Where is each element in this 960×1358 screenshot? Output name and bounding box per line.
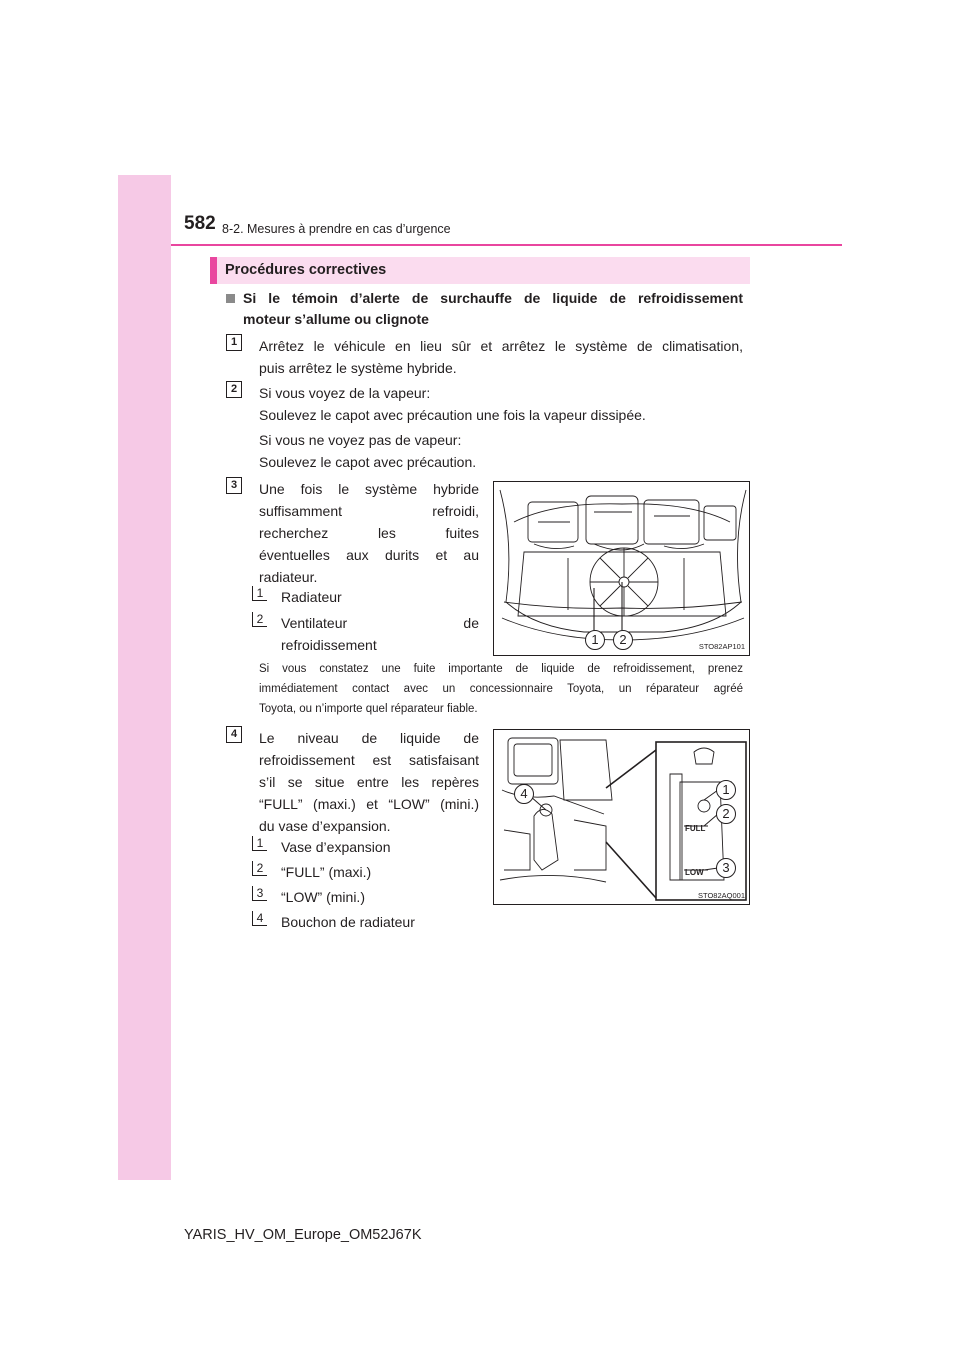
footer-document-code: YARIS_HV_OM_Europe_OM52J67K: [184, 1227, 422, 1243]
reservoir-low-mark: LOW: [685, 868, 704, 877]
section-heading-label: Procédures correctives: [225, 262, 387, 278]
item-label-reservoir: Vase d’expansion: [281, 839, 391, 855]
step-2-line: Si vous voyez de la vapeur:: [259, 385, 431, 401]
figure-coolant-reservoir: [493, 729, 750, 905]
step-2-line: Soulevez le capot avec précaution.: [259, 454, 477, 470]
bullet-square-icon: [226, 294, 235, 303]
step-4-line: “FULL” (maxi.) et “LOW” (mini.): [259, 796, 479, 812]
step-badge-2: 2: [226, 381, 242, 398]
breadcrumb: 8-2. Mesures à prendre en cas d’urgence: [222, 222, 451, 236]
item-number-badge: 2: [252, 612, 267, 627]
item-label-low: “LOW” (mini.): [281, 889, 365, 905]
figure-code: STO82AQ001: [698, 891, 745, 900]
item-number-badge: 4: [252, 911, 267, 926]
figure-callout-1: 1: [716, 780, 736, 800]
figure-callout-2: 2: [716, 804, 736, 824]
item-label-radiator: Radiateur: [281, 589, 342, 605]
header-divider: [171, 244, 842, 246]
step-4-line: Le niveau de liquide de: [259, 730, 479, 746]
page-number: 582: [184, 213, 216, 234]
reservoir-illustration: [494, 730, 750, 905]
item-label-cap: Bouchon de radiateur: [281, 914, 415, 930]
note-line: Toyota, ou n’importe quel réparateur fiable.: [259, 703, 478, 715]
step-3-line: suffisamment refroidi,: [259, 503, 479, 519]
item-number-badge: 1: [252, 586, 267, 601]
item-label-fan: Ventilateur de: [281, 615, 479, 631]
reservoir-full-mark: FULL: [685, 824, 706, 833]
section-heading: [210, 257, 750, 284]
item-number-badge: 2: [252, 861, 267, 876]
step-3-line: Une fois le système hybride: [259, 481, 479, 497]
bullet-title-line: moteur s’allume ou clignote: [243, 311, 429, 327]
step-4-line: s’il se situe entre les repères: [259, 774, 479, 790]
figure-callout-3: 3: [716, 858, 736, 878]
note-line: immédiatement contact avec un concessionnaire Toyota, un réparateur agréé: [259, 683, 743, 695]
step-1-line: puis arrêtez le système hybride.: [259, 360, 457, 376]
step-4-line: du vase d’expansion.: [259, 818, 391, 834]
bullet-title-line: Si le témoin d’alerte de surchauffe de liquide de refroidissement: [243, 290, 743, 306]
step-3-line: recherchez les fuites: [259, 525, 479, 541]
item-label-fan: refroidissement: [281, 637, 377, 653]
figure-code: STO82AP101: [698, 642, 745, 651]
figure-callout-2: 2: [613, 630, 633, 650]
step-4-line: refroidissement est satisfaisant: [259, 752, 479, 768]
item-number-badge: 3: [252, 886, 267, 901]
step-1-line: Arrêtez le véhicule en lieu sûr et arrêtez le système de climatisation,: [259, 338, 743, 354]
item-number-badge: 1: [252, 836, 267, 851]
section-heading-accent: [210, 257, 217, 284]
note-line: Si vous constatez une fuite importante de liquide de refroidissement, prenez: [259, 663, 743, 675]
step-2-line: Si vous ne voyez pas de vapeur:: [259, 432, 462, 448]
step-badge-1: 1: [226, 334, 242, 351]
step-3-line: radiateur.: [259, 569, 318, 585]
step-badge-4: 4: [226, 726, 242, 743]
figure-engine-bay: [493, 481, 750, 656]
side-thumb-band: [118, 175, 171, 1180]
figure-callout-4: 4: [514, 784, 534, 804]
figure-callout-1: 1: [585, 630, 605, 650]
step-3-line: éventuelles aux durits et au: [259, 547, 479, 563]
bullet-title: [243, 288, 743, 330]
step-badge-3: 3: [226, 477, 242, 494]
step-2-line: Soulevez le capot avec précaution une fois la vapeur dissipée.: [259, 407, 646, 423]
item-label-full: “FULL” (maxi.): [281, 864, 372, 880]
